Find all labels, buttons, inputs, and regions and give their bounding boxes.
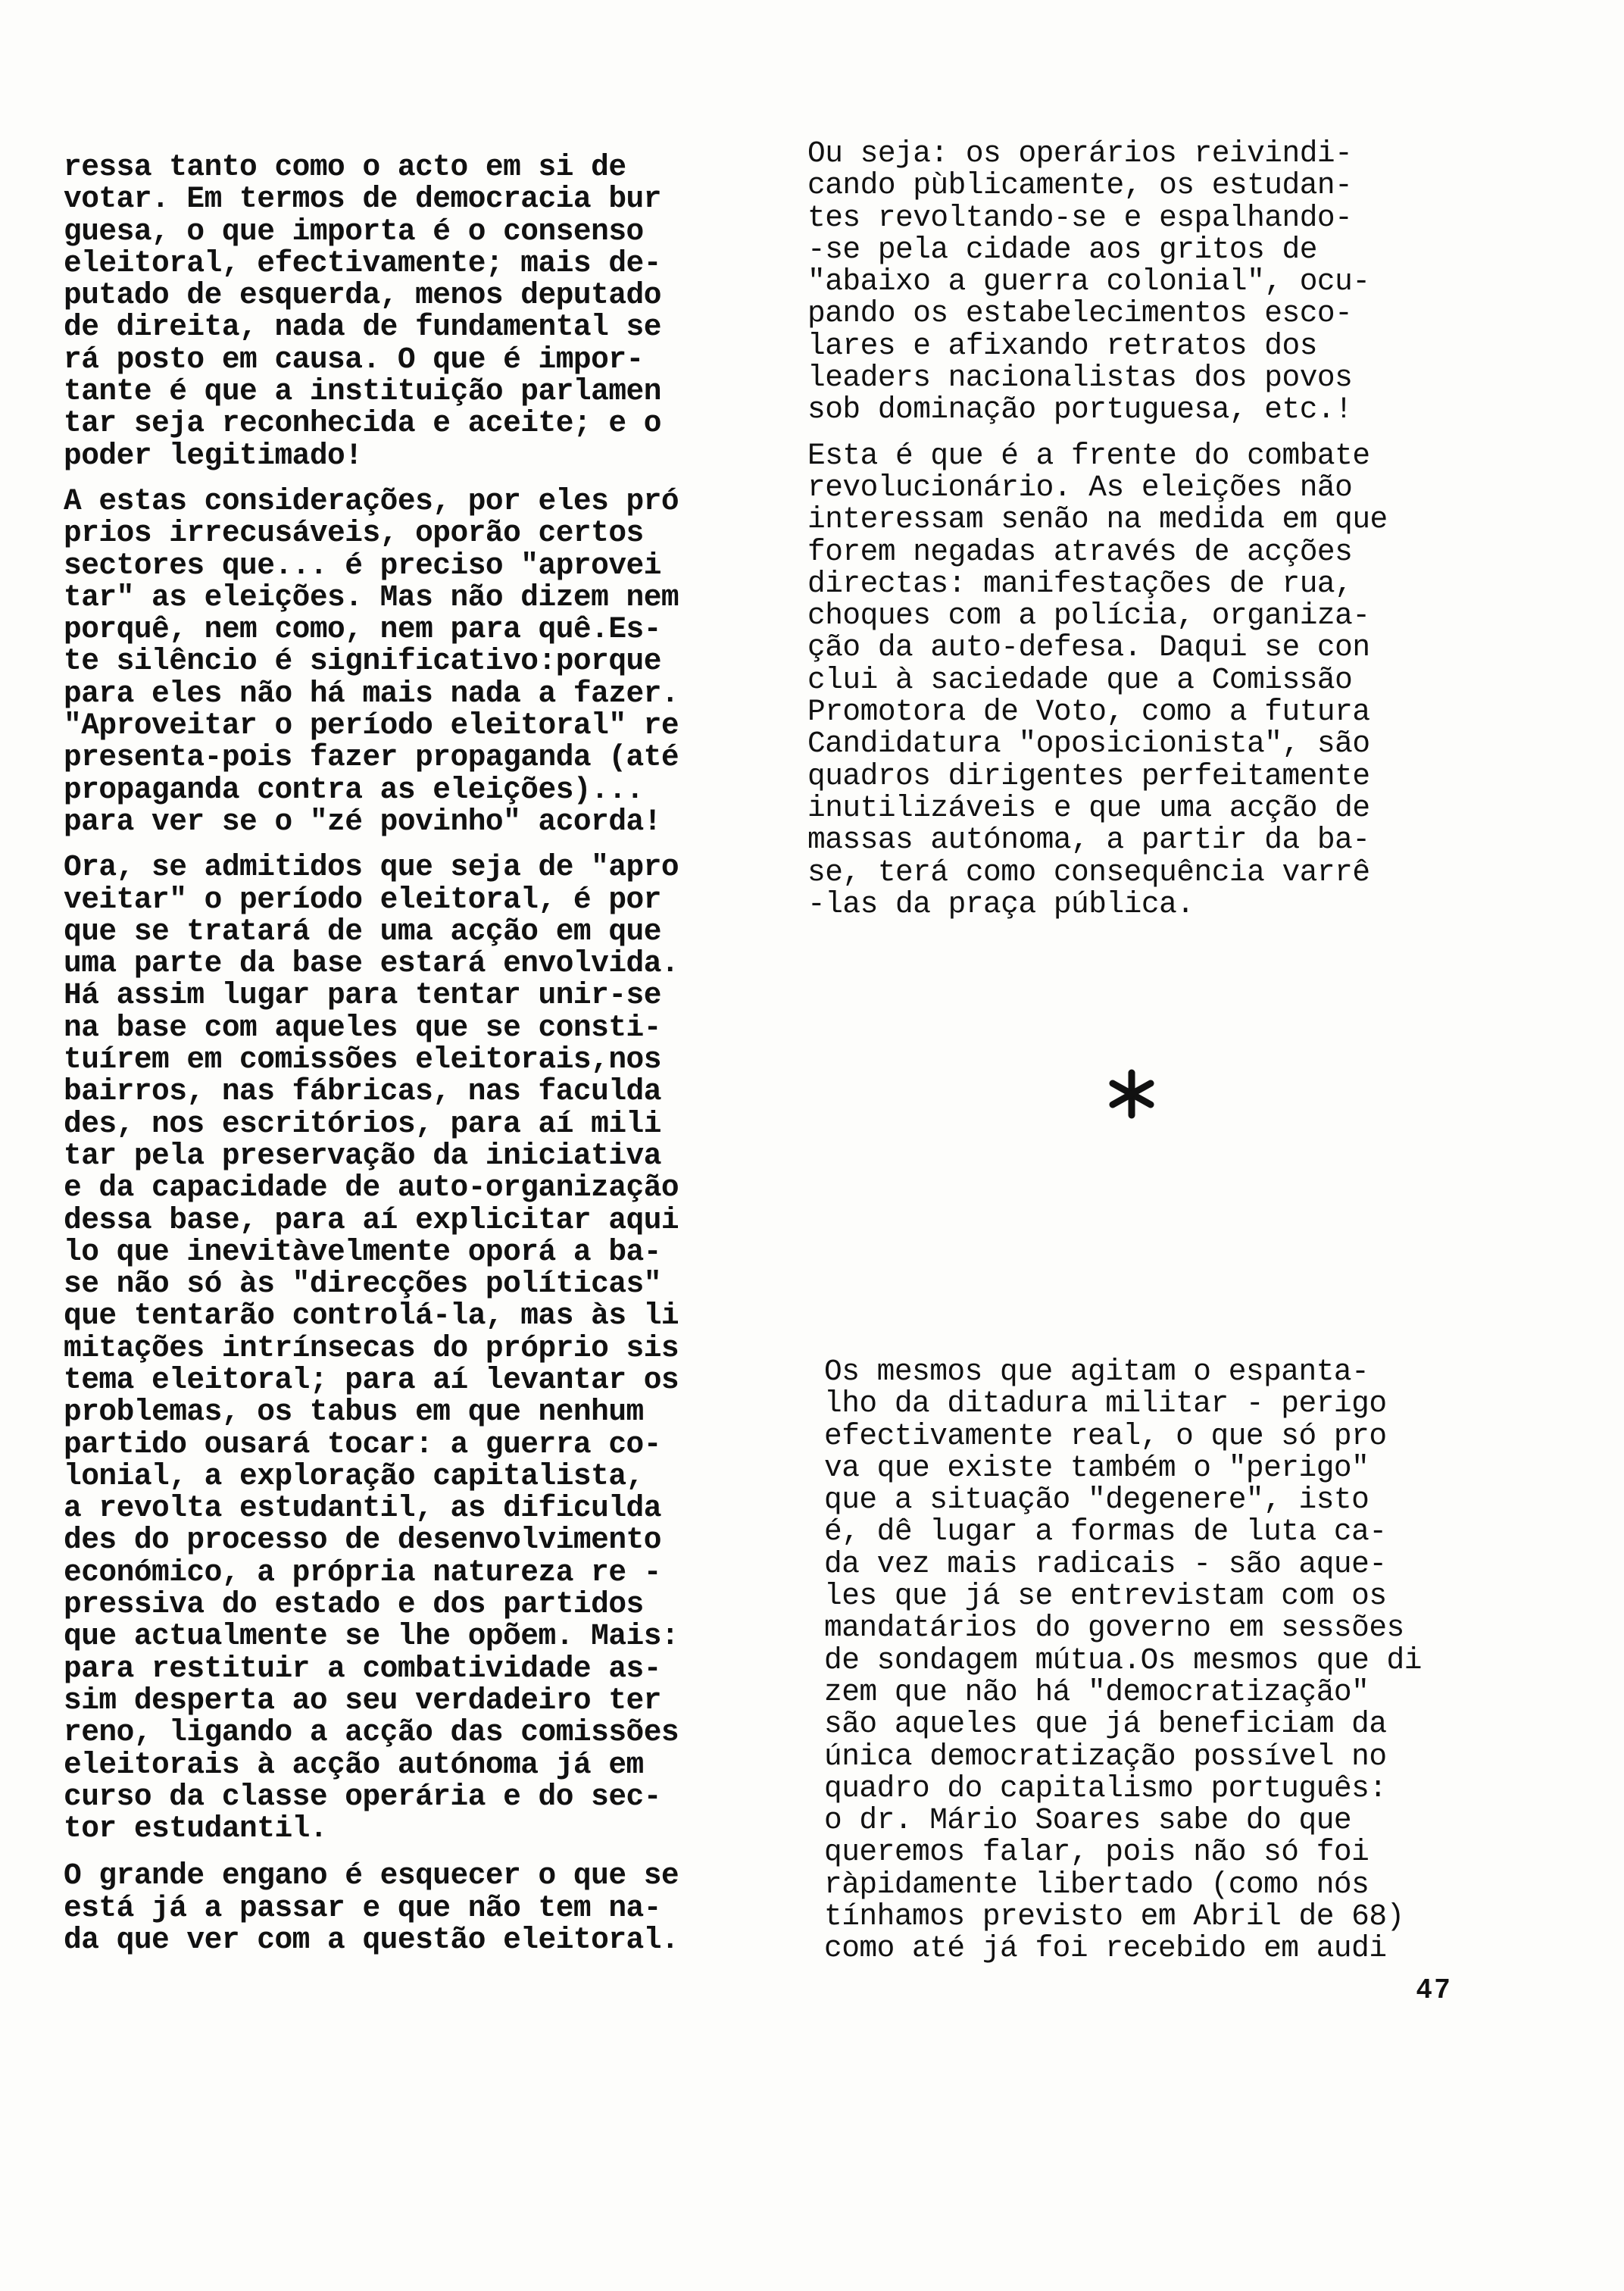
text-line: revolucionário. As eleições não (807, 470, 1353, 505)
text-line: da que ver com a questão eleitoral. (64, 1923, 679, 1958)
paragraph (807, 440, 1504, 920)
text-line: guesa, o que importa é o consenso (64, 214, 644, 248)
text-line: putado de esquerda, menos deputado (64, 278, 661, 313)
text-line: eleitorais à acção autónoma já em (64, 1747, 644, 1782)
text-line: tínhamos previsto em Abril de 68) (824, 1899, 1404, 1934)
text-line: clui à saciedade que a Comissão (807, 662, 1353, 697)
paragraph (64, 852, 806, 1845)
text-line: mandatários do governo em sessões (824, 1611, 1404, 1646)
text-line: les que já se entrevistam com os (824, 1579, 1387, 1614)
text-line: forem negadas através de acções (807, 534, 1353, 569)
text-line: "Aproveitar o período eleitoral" re (64, 708, 679, 743)
text-line: porquê, nem como, nem para quê.Es- (64, 612, 661, 647)
text-line: tar pela preservação da iniciativa (64, 1138, 661, 1173)
text-line: queremos falar, pois não só foi (824, 1835, 1369, 1870)
text-line: que a situação "degenere", isto (824, 1483, 1369, 1517)
paragraph (64, 152, 806, 472)
text-line: lho da ditadura militar - perigo (824, 1386, 1387, 1421)
text-line: te silêncio é significativo:porque (64, 644, 661, 679)
text-line: Candidatura "oposicionista", são (807, 727, 1370, 761)
text-line: tema eleitoral; para aí levantar os (64, 1362, 679, 1397)
text-line: Os mesmos que agitam o espanta- (824, 1355, 1369, 1389)
text-line: e da capacidade de auto-organização (64, 1171, 679, 1205)
text-line: des do processo de desenvolvimento (64, 1523, 661, 1558)
text-line: problemas, os tabus em que nenhum (64, 1395, 644, 1430)
text-line: lonial, a exploração capitalista, (64, 1458, 644, 1493)
text-line: A estas considerações, por eles pró (64, 483, 679, 518)
text-line: -las da praça pública. (807, 886, 1195, 921)
paragraph (824, 1356, 1521, 1965)
text-line: da vez mais radicais - são aque- (824, 1546, 1387, 1581)
text-line: sob dominação portuguesa, etc.! (807, 392, 1353, 427)
text-line: tante é que a instituição parlamen (64, 374, 661, 409)
text-line: tar seja reconhecida e aceite; e o (64, 406, 661, 441)
text-line: O grande engano é esquecer o que se (64, 1858, 679, 1893)
text-line: para ver se o "zé povinho" acorda! (64, 804, 661, 839)
text-line: directas: manifestações de rua, (807, 566, 1353, 601)
text-line: quadro do capitalismo português: (824, 1771, 1387, 1805)
text-line: são aqueles que já beneficiam da (824, 1707, 1387, 1742)
text-line: que tentarão controlá-la, mas às li (64, 1299, 679, 1333)
text-line: o dr. Mário Soares sabe do que (824, 1803, 1352, 1838)
text-line: prios irrecusáveis, oporão certos (64, 516, 644, 551)
text-line: cando pùblicamente, os estudan- (807, 168, 1353, 203)
text-line: quadros dirigentes perfeitamente (807, 758, 1370, 793)
text-line: "abaixo a guerra colonial", ocu- (807, 264, 1370, 299)
text-line: tar" as eleições. Mas não dizem nem (64, 580, 679, 614)
asterisk-icon (1104, 1067, 1159, 1121)
right-column-top (807, 138, 1504, 920)
text-line: ràpidamente libertado (como nós (824, 1867, 1369, 1902)
text-line: sim desperta ao seu verdadeiro ter (64, 1683, 661, 1717)
text-line: de direita, nada de fundamental se (64, 310, 661, 345)
text-line: Ora, se admitidos que seja de "apro (64, 850, 679, 885)
text-line: zem que não há "democratização" (824, 1674, 1369, 1709)
text-line: lares e afixando retratos dos (807, 328, 1317, 363)
text-line: que se tratará de uma acção em que (64, 914, 661, 949)
text-line: como até já foi recebido em audi (824, 1931, 1387, 1966)
right-column-bottom (824, 1356, 1521, 1965)
text-line: dessa base, para aí explicitar aqui (64, 1202, 679, 1237)
text-line: a revolta estudantil, as dificulda (64, 1491, 661, 1526)
text-line: económico, a própria natureza re - (64, 1555, 661, 1589)
text-line: tuírem em comissões eleitorais,nos (64, 1042, 661, 1077)
text-line: ressa tanto como o acto em si de (64, 150, 626, 184)
text-line: que actualmente se lhe opõem. Mais: (64, 1619, 679, 1654)
text-line: reno, ligando a acção das comissões (64, 1715, 679, 1750)
text-line: se, terá como consequência varrê (807, 855, 1370, 889)
text-line: presenta-pois fazer propaganda (até (64, 740, 679, 775)
text-line: va que existe também o "perigo" (824, 1450, 1369, 1485)
text-line: é, dê lugar a formas de luta ca- (824, 1514, 1387, 1549)
text-line: votar. Em termos de democracia bur (64, 182, 661, 217)
text-line: pressiva do estado e dos partidos (64, 1587, 644, 1622)
paragraph (807, 138, 1504, 427)
text-line: inutilizáveis e que uma acção de (807, 790, 1370, 825)
text-line: interessam senão na medida em que (807, 502, 1388, 537)
text-line: para restituir a combatividade as- (64, 1651, 661, 1686)
text-line: tor estudantil. (64, 1811, 328, 1846)
text-line: veitar" o período eleitoral, é por (64, 882, 661, 917)
text-line: Promotora de Voto, como a futura (807, 695, 1370, 730)
text-line: rá posto em causa. O que é impor- (64, 342, 644, 377)
text-line: curso da classe operária e do sec- (64, 1779, 661, 1814)
text-line: efectivamente real, o que só pro (824, 1418, 1387, 1453)
text-line: pando os estabelecimentos esco- (807, 296, 1353, 331)
text-line: propaganda contra as eleições)... (64, 772, 644, 807)
text-line: para eles não há mais nada a fazer. (64, 676, 679, 711)
text-line: bairros, nas fábricas, nas faculda (64, 1074, 661, 1109)
text-line: na base com aqueles que se consti- (64, 1010, 661, 1045)
text-line: única democratização possível no (824, 1739, 1387, 1774)
paragraph (64, 1860, 806, 1956)
text-line: Há assim lugar para tentar unir-se (64, 978, 661, 1013)
text-line: poder legitimado! (64, 438, 363, 473)
text-line: de sondagem mútua.Os mesmos que di (824, 1642, 1422, 1677)
text-line: Esta é que é a frente do combate (807, 438, 1370, 473)
left-column (64, 152, 806, 1956)
page-number: 47 (1416, 1973, 1454, 2004)
text-line: lo que inevitàvelmente oporá a ba- (64, 1234, 661, 1269)
text-line: leaders nacionalistas dos povos (807, 361, 1353, 395)
text-line: eleitoral, efectivamente; mais de- (64, 245, 661, 280)
text-line: des, nos escritórios, para aí mili (64, 1106, 661, 1141)
text-line: se não só às "direcções políticas" (64, 1267, 661, 1302)
paragraph (64, 483, 806, 839)
text-line: Ou seja: os operários reivindi- (807, 136, 1353, 170)
text-line: tes revoltando-se e espalhando- (807, 200, 1353, 235)
text-line: massas autónoma, a partir da ba- (807, 823, 1370, 858)
text-line: sectores que... é preciso "aprovei (64, 548, 661, 583)
text-line: -se pela cidade aos gritos de (807, 232, 1317, 267)
text-line: está já a passar e que não tem na- (64, 1890, 661, 1925)
text-line: uma parte da base estará envolvida. (64, 946, 679, 981)
text-line: partido ousará tocar: a guerra co- (64, 1427, 661, 1461)
text-line: mitações intrínsecas do próprio sis (64, 1330, 679, 1365)
text-line: ção da auto-defesa. Daqui se con (807, 630, 1370, 665)
text-line: choques com a polícia, organiza- (807, 599, 1370, 633)
